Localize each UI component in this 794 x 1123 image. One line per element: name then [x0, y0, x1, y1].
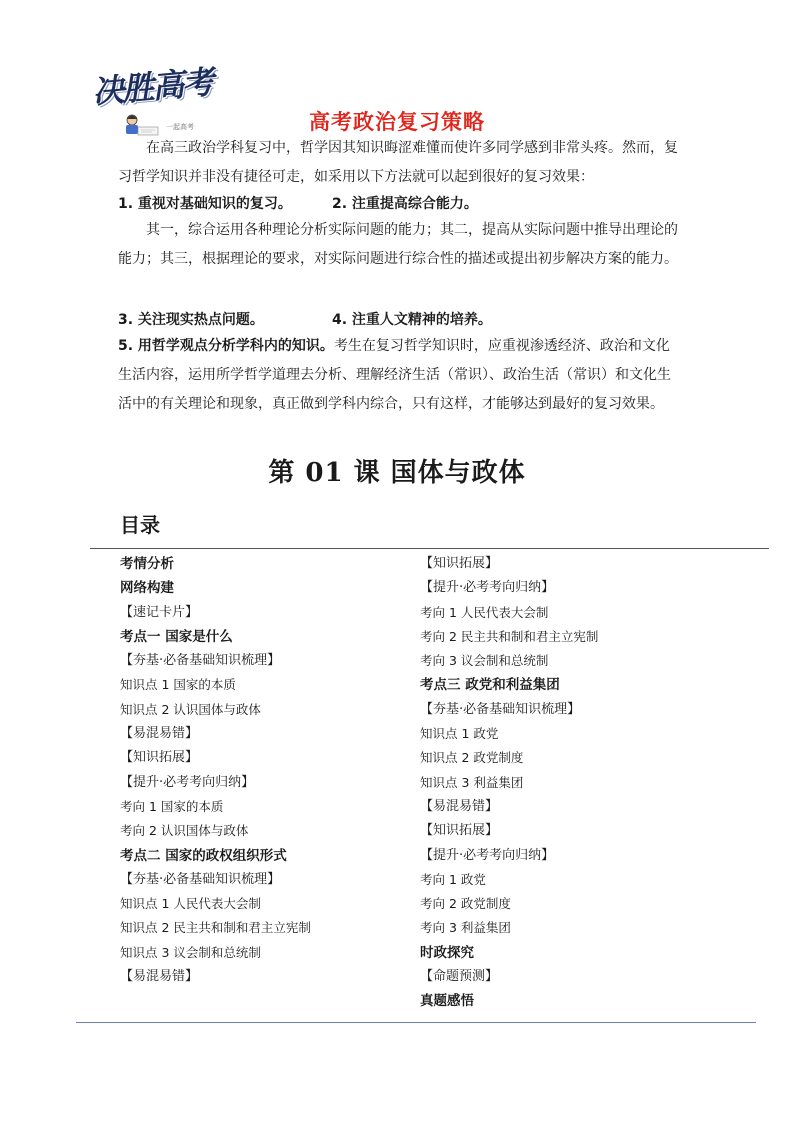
toc-item[interactable]: 【提升·必考考向归纳】: [120, 774, 255, 790]
toc-item[interactable]: 考情分析: [120, 556, 174, 572]
toc-item[interactable]: 知识点 3 议会制和总统制: [120, 944, 261, 960]
toc-item[interactable]: 【易混易错】: [120, 969, 199, 985]
toc-item[interactable]: 知识点 2 认识国体与政体: [120, 701, 261, 717]
toc-item[interactable]: 考点二 国家的政权组织形式: [120, 847, 287, 864]
logo-brand-text: 决胜高考: [90, 62, 214, 112]
toc-item[interactable]: 考向 3 议会制和总统制: [420, 653, 549, 669]
tip-4: 4. 注重人文精神的培养。: [332, 312, 492, 328]
toc-item[interactable]: 【命题预测】: [420, 969, 499, 985]
toc-item[interactable]: 【知识拓展】: [420, 556, 499, 571]
toc-bottom-divider: [76, 1022, 756, 1023]
toc-item[interactable]: 考向 2 民主共和制和君主立宪制: [420, 628, 599, 644]
toc-item[interactable]: 知识点 2 民主共和制和君主立宪制: [120, 920, 311, 936]
toc-item[interactable]: 【知识拓展】: [420, 823, 499, 839]
toc-item[interactable]: 考向 3 利益集团: [420, 920, 511, 936]
toc-item[interactable]: 【提升·必考考向归纳】: [420, 847, 555, 863]
tips-row-1: [118, 193, 478, 213]
toc-item[interactable]: 【易混易错】: [420, 798, 499, 814]
toc-item[interactable]: 知识点 1 人民代表大会制: [120, 896, 261, 912]
toc-item[interactable]: 网络构建: [120, 580, 174, 597]
toc-item[interactable]: 考向 1 政党: [420, 871, 486, 887]
toc-item[interactable]: 考点一 国家是什么: [120, 628, 233, 645]
toc-item[interactable]: 考向 1 人民代表大会制: [420, 604, 549, 620]
toc-item[interactable]: 考向 2 认识国体与政体: [120, 823, 249, 839]
page-title: 高考政治复习策略: [309, 110, 485, 134]
tip-1: 1. 重视对基础知识的复习。: [118, 196, 292, 212]
ability-paragraph: 其一，综合运用各种理论分析实际问题的能力；其二，提高从实际问题中推导出理论的能力；其三，根据理论的要求，对实际问题进行综合性的描述或提出初步解决方案的能力。: [118, 222, 678, 267]
toc-item[interactable]: 【知识拓展】: [120, 750, 199, 766]
toc-item[interactable]: 考向 1 国家的本质: [120, 798, 224, 814]
toc-item[interactable]: 【夯基·必备基础知识梳理】: [120, 653, 281, 669]
toc-item[interactable]: 知识点 3 利益集团: [420, 774, 524, 790]
toc-top-divider: [90, 548, 769, 549]
toc-item[interactable]: 【夯基·必备基础知识梳理】: [120, 871, 281, 887]
toc-item[interactable]: 真题感悟: [420, 993, 474, 1010]
tip-2: 2. 注重提高综合能力。: [332, 196, 478, 212]
toc-right-column: [420, 552, 700, 1014]
toc-item[interactable]: 知识点 1 国家的本质: [120, 677, 236, 693]
toc-title: 目录: [120, 513, 160, 537]
tip-5-body: 考生在复习哲学知识时，应重视渗透经济、政治和文化生活内容，运用所学哲学道理去分析、理解经济生活（常识）、政治生活（常识）和文化生活中的有关理论和现象，真正做到学科内综合，只有这样，才能够达到最好的复习效果。: [118, 338, 671, 412]
toc-item[interactable]: 【夯基·必备基础知识梳理】: [420, 701, 581, 717]
lesson-title: 第 01 课 国体与政体: [268, 458, 526, 488]
toc-left-column: [120, 552, 400, 989]
toc-item[interactable]: 知识点 1 政党: [420, 726, 499, 742]
tip-5-heading: 5. 用哲学观点分析学科内的知识。: [118, 338, 334, 354]
toc-item[interactable]: 知识点 2 政党制度: [420, 750, 524, 766]
toc-item[interactable]: 【速记卡片】: [120, 604, 199, 620]
toc-item[interactable]: 考点三 政党和利益集团: [420, 677, 560, 694]
tip-3: 3. 关注现实热点问题。: [118, 312, 264, 328]
logo-tiny-text: 一起高考: [166, 123, 194, 131]
tip-5-paragraph: [118, 332, 678, 419]
intro-paragraph: 在高三政治学科复习中，哲学因其知识晦涩难懂而使许多同学感到非常头疼。然而，复习哲学知识并非没有捷径可走，如采用以下方法就可以起到很好的复习效果：: [118, 140, 678, 185]
toc-item[interactable]: 【易混易错】: [120, 726, 199, 742]
tips-row-2: [118, 309, 492, 329]
toc-item[interactable]: 【提升·必考考向归纳】: [420, 580, 555, 596]
toc-item[interactable]: 考向 2 政党制度: [420, 896, 511, 912]
toc-item[interactable]: 时政探究: [420, 944, 474, 961]
